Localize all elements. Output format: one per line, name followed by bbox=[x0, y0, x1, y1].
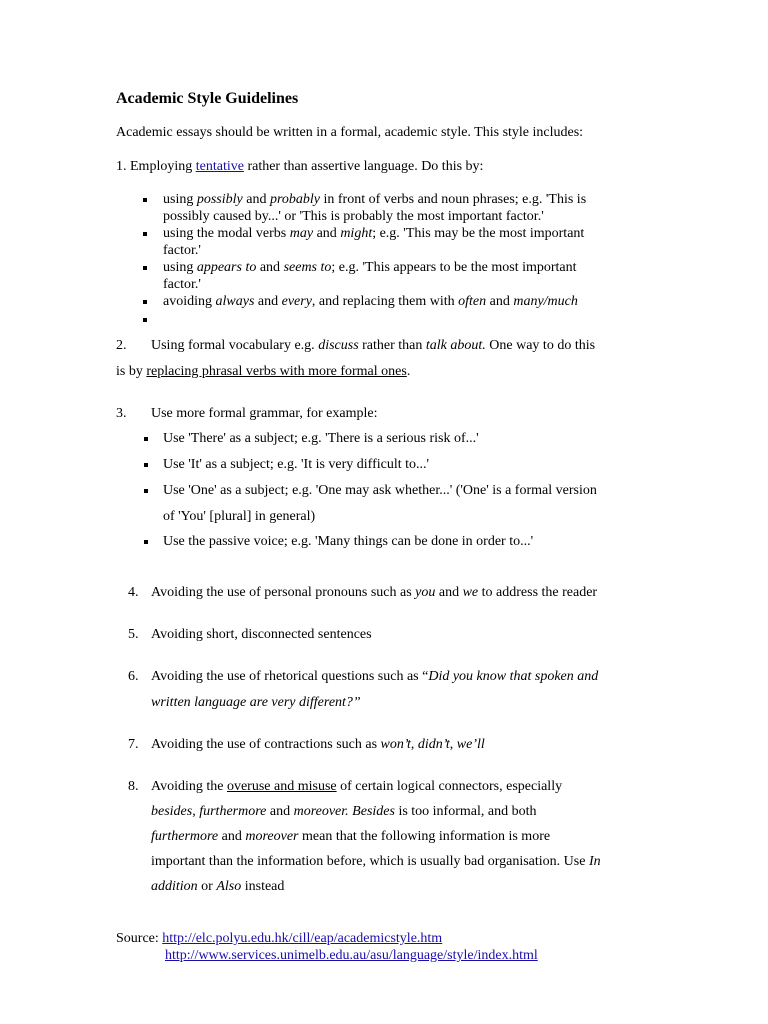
item-3-text: Use more formal grammar, for example: bbox=[151, 406, 378, 421]
item-8-line5: addition or Also instead bbox=[151, 879, 285, 894]
source-link-2[interactable]: http://www.services.unimelb.edu.au/asu/language/style/index.html bbox=[165, 948, 538, 963]
overuse-underlined: overuse and misuse bbox=[226, 779, 337, 794]
item-2-number: 2. bbox=[116, 338, 127, 353]
item-3-bullet-3-line2: of 'You' [plural] in general) bbox=[163, 509, 316, 524]
item-1-bullet-4: avoiding always and every, and replacing them with often and many/much bbox=[163, 294, 578, 309]
item-1-bullet-1-line2: possibly caused by...' or 'This is probably the most important factor.' bbox=[163, 209, 544, 224]
item-1-pre: Employing bbox=[130, 159, 193, 174]
source-line-1 bbox=[116, 930, 442, 947]
page-title: Academic Style Guidelines bbox=[116, 90, 299, 107]
source-line-2 bbox=[165, 947, 538, 964]
item-5-number: 5. bbox=[128, 627, 139, 642]
item-8-number: 8. bbox=[128, 779, 139, 794]
item-1-bullet-3-line2: factor.' bbox=[163, 277, 201, 292]
item-8-line4: important than the information before, which is usually bad organisation. Use In bbox=[151, 854, 601, 869]
tentative-link[interactable]: tentative bbox=[195, 159, 244, 174]
item-1-post: rather than assertive language. Do this by: bbox=[247, 159, 484, 174]
item-4-number: 4. bbox=[128, 585, 139, 600]
item-3-bullet-2: Use 'It' as a subject; e.g. 'It is very difficult to...' bbox=[163, 457, 430, 472]
intro-paragraph: Academic essays should be written in a formal, academic style. This style includes: bbox=[116, 125, 584, 140]
item-6-number: 6. bbox=[128, 669, 139, 684]
bullet-marker bbox=[143, 266, 147, 270]
empty-bullet-marker bbox=[143, 318, 147, 322]
item-1-line bbox=[116, 158, 483, 175]
bullet-marker bbox=[143, 232, 147, 236]
item-2-line2: is by replacing phrasal verbs with more formal ones. bbox=[116, 364, 411, 379]
item-6-line1: Avoiding the use of rhetorical questions such as “Did you know that spoken and bbox=[151, 669, 599, 684]
item-3-bullet-1: Use 'There' as a subject; e.g. 'There is a serious risk of...' bbox=[163, 431, 479, 446]
item-1-bullet-2: using the modal verbs may and might; e.g. 'This may be the most important bbox=[163, 226, 585, 241]
source-label: Source: bbox=[116, 931, 163, 946]
item-5-text: Avoiding short, disconnected sentences bbox=[151, 627, 372, 642]
item-3-bullet-4: Use the passive voice; e.g. 'Many things can be done in order to...' bbox=[163, 534, 534, 549]
item-8-line2: besides, furthermore and moreover. Besides is too informal, and both bbox=[151, 804, 537, 819]
item-7-text: Avoiding the use of contractions such as won’t, didn’t, we’ll bbox=[151, 737, 485, 752]
item-1-bullet-3: using appears to and seems to; e.g. 'This appears to be the most important bbox=[163, 260, 577, 275]
bullet-marker bbox=[144, 540, 148, 544]
item-8-line1: Avoiding the overuse and misuse of certain logical connectors, especially bbox=[151, 779, 563, 794]
bullet-marker bbox=[144, 489, 148, 493]
item-3-bullet-3: Use 'One' as a subject; e.g. 'One may ask whether...' ('One' is a formal version bbox=[163, 483, 597, 498]
item-8-line3: furthermore and moreover mean that the following information is more bbox=[151, 829, 551, 844]
item-1-bullet-1: using possibly and probably in front of verbs and noun phrases; e.g. 'This is bbox=[163, 192, 587, 207]
item-1-bullet-2-line2: factor.' bbox=[163, 243, 201, 258]
item-3-number: 3. bbox=[116, 406, 127, 421]
source-link-1[interactable]: http://elc.polyu.edu.hk/cill/eap/academicstyle.htm bbox=[162, 931, 443, 946]
bullet-marker bbox=[144, 463, 148, 467]
item-6-line2: written language are very different?” bbox=[151, 695, 361, 710]
bullet-marker bbox=[143, 300, 147, 304]
bullet-marker bbox=[144, 437, 148, 441]
bullet-marker bbox=[143, 198, 147, 202]
item-7-number: 7. bbox=[128, 737, 139, 752]
item-2-line1: Using formal vocabulary e.g. discuss rather than talk about. One way to do this bbox=[151, 338, 596, 353]
phrasal-verbs-underlined: replacing phrasal verbs with more formal ones bbox=[146, 364, 407, 379]
item-1-number: 1. bbox=[116, 159, 127, 174]
item-4-text: Avoiding the use of personal pronouns such as you and we to address the reader bbox=[151, 585, 598, 600]
